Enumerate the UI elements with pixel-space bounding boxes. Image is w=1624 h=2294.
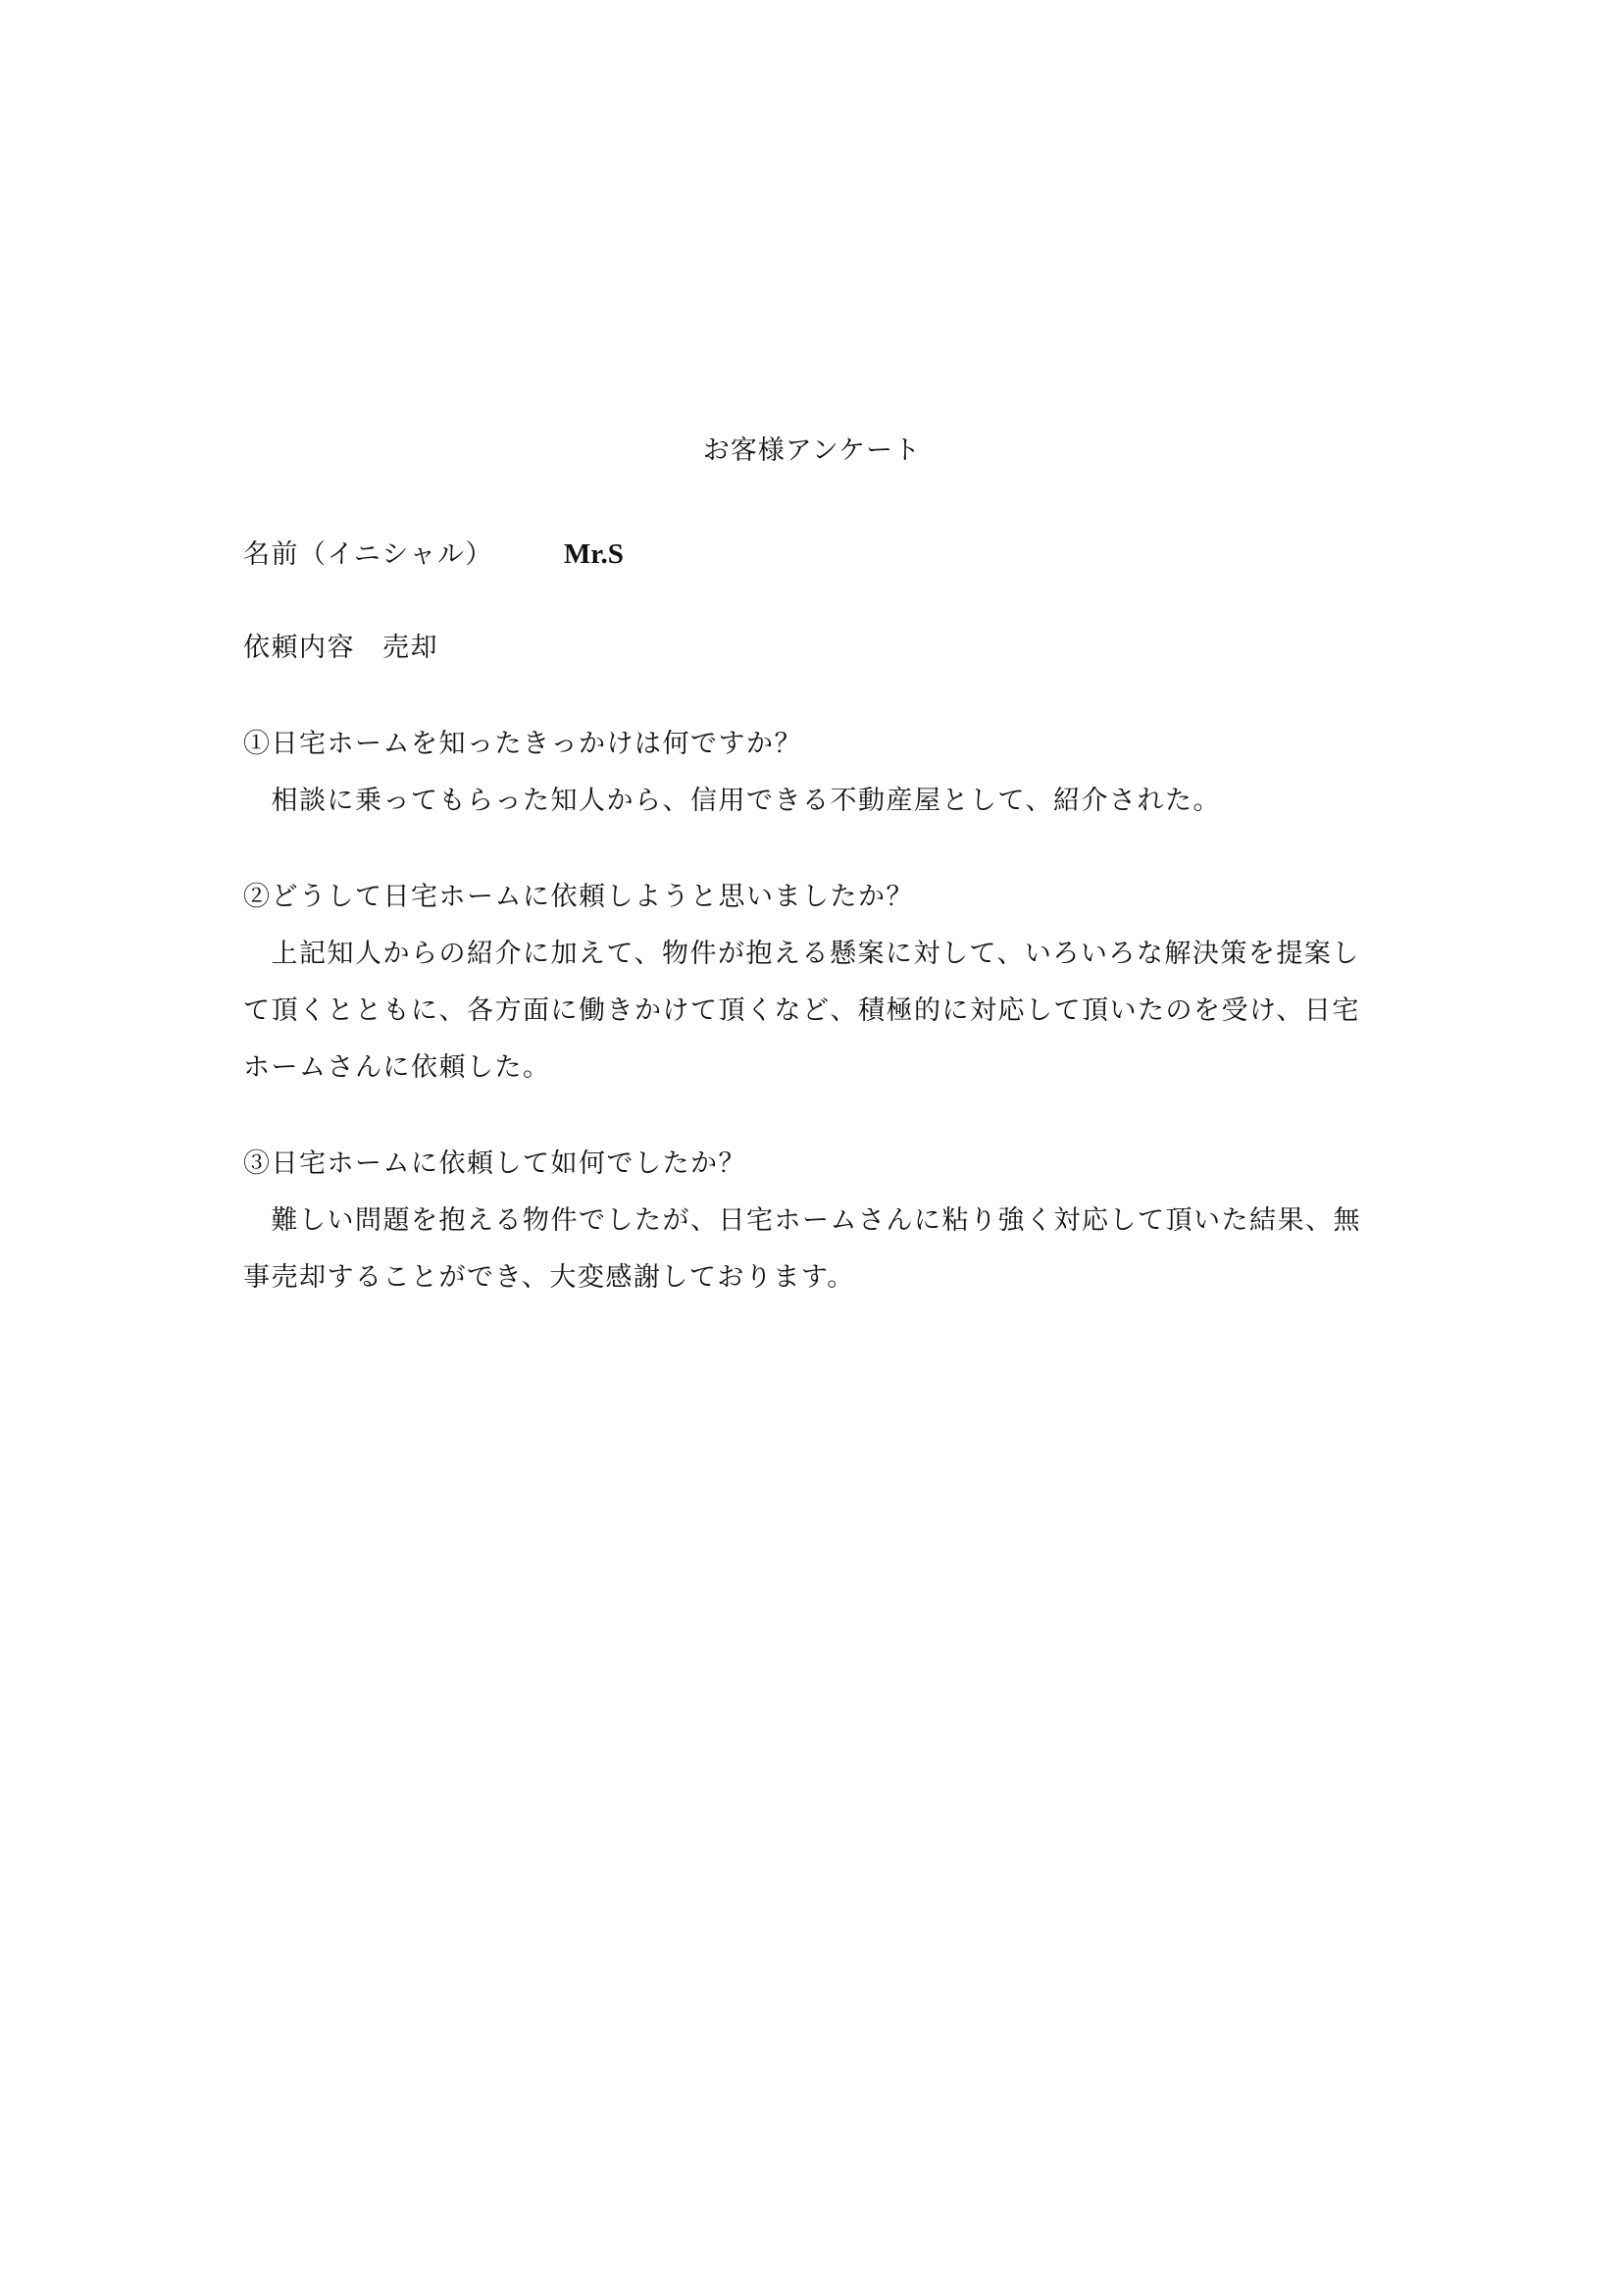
- name-label: 名前（イニシャル）: [243, 539, 493, 570]
- question-block-3: [243, 1136, 1420, 1306]
- answer-3-line-2: 事売却することができ、大変感謝しております。: [243, 1262, 855, 1293]
- page-title: お客様アンケート: [702, 435, 922, 466]
- answer-3-line-1: 難しい問題を抱える物件でしたが、日宅ホームさんに粘り強く対応して頂いた結果、無: [243, 1205, 1361, 1236]
- answer-2-line-2: て頂くとともに、各方面に働きかけて頂くなど、積極的に対応して頂いたのを受け、日宅: [243, 995, 1360, 1026]
- question-2: ②どうして日宅ホームに依頼しようと思いましたか？: [243, 882, 914, 912]
- answer-2-line-3: ホームさんに依頼した。: [243, 1052, 551, 1083]
- request-row: [243, 620, 1420, 677]
- question-block-1: [243, 716, 1420, 830]
- request-value: 売却: [382, 633, 438, 663]
- name-row: [243, 526, 1420, 583]
- answer-1-line-1: 相談に乗ってもらった知人から、信用できる不動産屋として、紹介された。: [243, 786, 1221, 816]
- request-label: 依頼内容: [243, 633, 355, 663]
- name-value: Mr.S: [563, 538, 624, 570]
- question-block-2: [243, 869, 1420, 1096]
- answer-2-line-1: 上記知人からの紹介に加えて、物件が抱える懸案に対して、いろいろな解決策を提案し: [243, 939, 1360, 969]
- question-3: ③日宅ホームに依頼して如何でしたか？: [243, 1148, 746, 1179]
- question-1: ①日宅ホームを知ったきっかけは何ですか？: [243, 729, 802, 759]
- survey-content: [243, 526, 1420, 1306]
